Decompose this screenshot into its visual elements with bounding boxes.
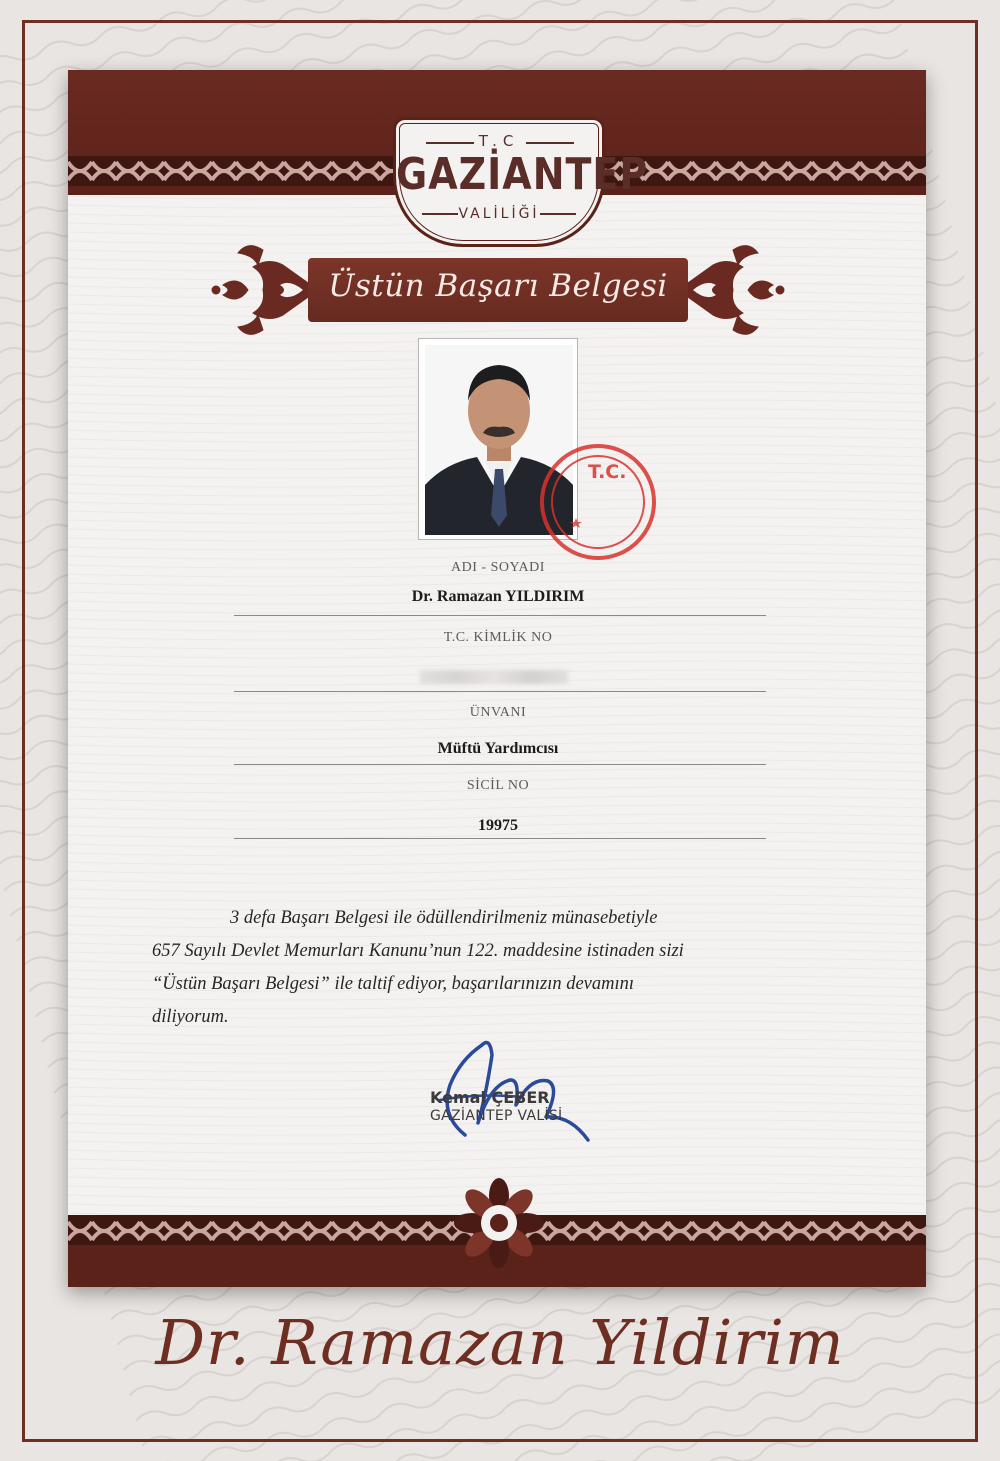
field-label-id-number: T.C. KİMLİK NO — [443, 630, 553, 645]
official-seal-stamp — [536, 428, 666, 573]
field-value-name: Dr. Ramazan YILDIRIM — [411, 588, 585, 605]
field-rule — [234, 838, 766, 839]
body-line: 3 defa Başarı Belgesi ile ödüllendirilmeniz münasebetiyle — [230, 908, 658, 928]
logo-top-text: T.C — [478, 132, 520, 150]
field-rule — [234, 764, 766, 765]
seal-text: T.C. — [588, 461, 627, 483]
field-label-title: ÜNVANI — [469, 705, 527, 720]
field-rule — [234, 615, 766, 616]
logo-rule-right — [526, 142, 574, 144]
logo-sub-rule-right — [540, 213, 576, 215]
body-line: 657 Sayılı Devlet Memurları Kanunu’nun 122. maddesine istinaden sizi — [152, 941, 684, 961]
rosette-ornament-icon — [452, 1176, 546, 1270]
redacted-id-number — [420, 670, 568, 684]
field-rule — [234, 691, 766, 692]
logo-main-text: GAZİANTEP — [396, 148, 649, 200]
body-line: diliyorum. — [152, 1007, 229, 1027]
certificate-title: Üstün Başarı Belgesi — [328, 268, 668, 304]
body-line: “Üstün Başarı Belgesi” ile taltif ediyor, başarılarınızın devamını — [152, 974, 635, 994]
field-value-title: Müftü Yardımcısı — [437, 740, 559, 757]
certificate-body-text — [138, 902, 878, 1034]
signer-title: GAZİANTEP VALİSİ — [430, 1108, 563, 1124]
certificate-sheet — [68, 70, 926, 1287]
signer-name: Kemal ÇEBER — [430, 1088, 550, 1107]
logo-sub-text: VALİLİĞİ — [458, 206, 540, 222]
governorship-logo — [393, 117, 649, 247]
title-ribbon — [308, 258, 688, 322]
field-label-name: ADI - SOYADI — [451, 560, 545, 575]
field-value-registry-number: 19975 — [478, 817, 518, 834]
footer-script-name: Dr. Ramazan Yildirim — [155, 1306, 845, 1379]
field-label-registry-number: SİCİL NO — [466, 778, 530, 793]
